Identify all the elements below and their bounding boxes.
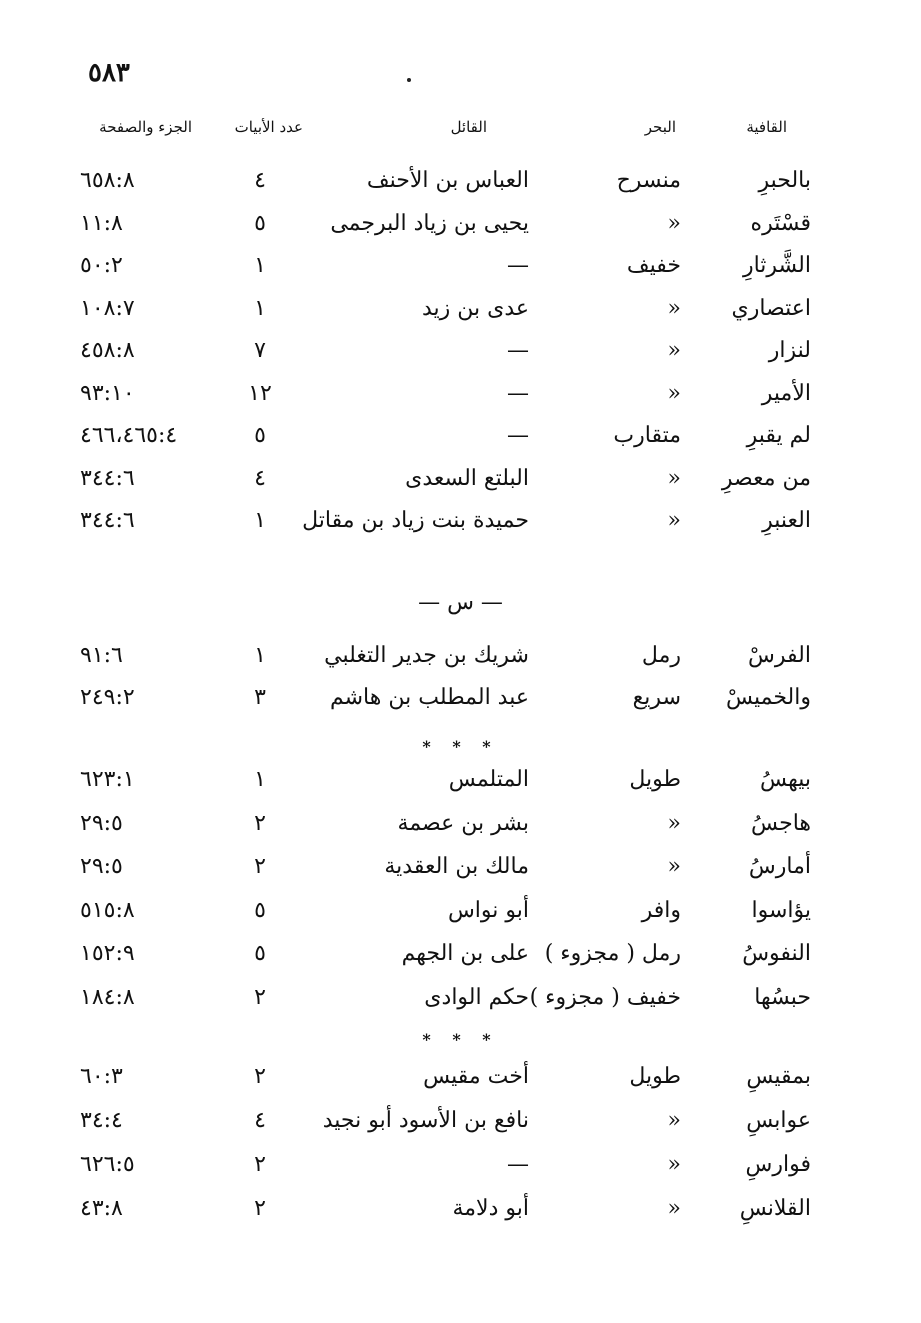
volume-page-cell: ٢٤٩:٢ bbox=[80, 685, 135, 710]
verse-count-cell: ٢ bbox=[254, 1064, 266, 1089]
meter-cell: « bbox=[667, 380, 681, 406]
verse-count-cell: ٤ bbox=[254, 168, 266, 193]
rhyme-cell: الأمير bbox=[761, 380, 811, 406]
poet-cell: على بن الجهم bbox=[401, 941, 529, 966]
verse-count-cell: ٢ bbox=[254, 1196, 266, 1221]
table-row bbox=[0, 466, 921, 506]
verse-count-cell: ٥ bbox=[254, 941, 266, 966]
table-row bbox=[0, 423, 921, 463]
rhyme-cell: بيهسُ bbox=[760, 767, 811, 792]
page-number: ٥٨٣ bbox=[88, 58, 130, 88]
rhyme-cell: والخميسْ bbox=[725, 685, 811, 710]
rhyme-cell: فوارسِ bbox=[745, 1152, 811, 1177]
table-row bbox=[0, 211, 921, 251]
volume-page-cell: ٩٣:١٠ bbox=[80, 380, 135, 406]
verse-count-cell: ٧ bbox=[254, 338, 266, 363]
table-row bbox=[0, 381, 921, 421]
section-divider-stars: * * * bbox=[422, 1030, 499, 1049]
rhyme-cell: يؤاسوا bbox=[751, 897, 811, 923]
poet-cell: المتلمس bbox=[448, 767, 529, 792]
volume-page-cell: ٩١:٦ bbox=[80, 643, 123, 668]
table-row bbox=[0, 941, 921, 981]
meter-cell: متقارب bbox=[613, 423, 681, 448]
table-row bbox=[0, 898, 921, 938]
volume-page-cell: ١٨٤:٨ bbox=[80, 984, 135, 1010]
rhyme-cell: أمارسُ bbox=[748, 854, 811, 879]
header-meter: البحر bbox=[644, 118, 676, 136]
volume-page-cell: ٥٠:٢ bbox=[80, 253, 123, 278]
verse-count-cell: ١ bbox=[254, 643, 266, 668]
poet-cell: — bbox=[507, 338, 529, 363]
meter-cell: منسرح bbox=[616, 168, 681, 193]
volume-page-cell: ٥١٥:٨ bbox=[80, 897, 135, 923]
table-row bbox=[0, 338, 921, 378]
print-dot bbox=[407, 78, 411, 82]
rhyme-cell: هاجسُ bbox=[751, 810, 811, 836]
table-row bbox=[0, 685, 921, 725]
section-letter-seen: — س — bbox=[418, 590, 503, 615]
header-volume-page: الجزء والصفحة bbox=[99, 118, 192, 136]
volume-page-cell: ٦٢٦:٥ bbox=[80, 1152, 135, 1177]
table-row bbox=[0, 643, 921, 683]
volume-page-cell: ٤٦٦،٤٦٥:٤ bbox=[80, 423, 178, 448]
verse-count-cell: ٢ bbox=[254, 1152, 266, 1177]
poet-cell: يحيى بن زياد البرجمى bbox=[330, 210, 529, 236]
meter-cell: « bbox=[667, 508, 681, 533]
volume-page-cell: ٦٢٣:١ bbox=[80, 767, 135, 792]
rhyme-cell: عوابسِ bbox=[746, 1108, 811, 1133]
rhyme-cell: لنزار bbox=[768, 338, 811, 363]
header-rhyme: القافية bbox=[746, 118, 787, 136]
verse-count-cell: ٤ bbox=[254, 465, 266, 491]
volume-page-cell: ١٠٨:٧ bbox=[80, 295, 135, 321]
rhyme-cell: القلانسِ bbox=[739, 1196, 811, 1221]
poet-cell: — bbox=[507, 423, 529, 448]
rhyme-cell: بالحبرِ bbox=[758, 168, 811, 193]
poet-cell: مالك بن العقدية bbox=[384, 854, 529, 879]
section-divider-stars: * * * bbox=[422, 737, 499, 756]
poet-cell: عدى بن زيد bbox=[421, 295, 529, 321]
meter-cell: « bbox=[667, 465, 681, 491]
table-row bbox=[0, 168, 921, 208]
verse-count-cell: ٣ bbox=[254, 685, 266, 710]
poet-cell: شريك بن جدير التغلبي bbox=[324, 643, 529, 668]
rhyme-cell: الشَّرثارِ bbox=[742, 253, 811, 278]
volume-page-cell: ٣٤:٤ bbox=[80, 1108, 123, 1133]
meter-cell: « bbox=[667, 854, 681, 879]
volume-page-cell: ٢٩:٥ bbox=[80, 854, 123, 879]
meter-cell: « bbox=[667, 338, 681, 363]
table-row bbox=[0, 985, 921, 1025]
verse-count-cell: ١ bbox=[254, 295, 266, 321]
table-row bbox=[0, 854, 921, 894]
meter-cell: « bbox=[667, 1152, 681, 1177]
volume-page-cell: ٤٥٨:٨ bbox=[80, 338, 135, 363]
meter-cell: طويل bbox=[629, 767, 681, 792]
poet-cell: بشر بن عصمة bbox=[397, 810, 529, 836]
rhyme-cell: العنبرِ bbox=[762, 508, 811, 533]
poet-cell: نافع بن الأسود أبو نجيد bbox=[322, 1108, 529, 1133]
volume-page-cell: ٦٠:٣ bbox=[80, 1064, 123, 1089]
verse-count-cell: ٥ bbox=[254, 423, 266, 448]
table-row bbox=[0, 767, 921, 807]
rhyme-cell: لم يقبرِ bbox=[746, 423, 811, 448]
meter-cell: « bbox=[667, 1196, 681, 1221]
verse-count-cell: ٢ bbox=[254, 810, 266, 836]
meter-cell: وافر bbox=[641, 897, 681, 923]
meter-cell: طويل bbox=[629, 1064, 681, 1089]
poet-cell: — bbox=[507, 1152, 529, 1177]
header-poet: القائل bbox=[450, 118, 487, 136]
table-row bbox=[0, 1108, 921, 1148]
verse-count-cell: ٢ bbox=[254, 984, 266, 1010]
volume-page-cell: ٣٤٤:٦ bbox=[80, 508, 135, 533]
volume-page-cell: ١١:٨ bbox=[80, 210, 123, 236]
verse-count-cell: ٢ bbox=[254, 854, 266, 879]
poet-cell: البلتع السعدى bbox=[405, 465, 529, 491]
verse-count-cell: ٤ bbox=[254, 1108, 266, 1133]
verse-count-cell: ١ bbox=[254, 253, 266, 278]
meter-cell: « bbox=[667, 810, 681, 836]
table-row bbox=[0, 1152, 921, 1192]
column-headers bbox=[0, 118, 921, 144]
volume-page-cell: ٦٥٨:٨ bbox=[80, 168, 135, 193]
rhyme-cell: الفرسْ bbox=[748, 643, 811, 668]
table-row bbox=[0, 508, 921, 548]
meter-cell: « bbox=[667, 295, 681, 321]
verse-count-cell: ١ bbox=[254, 508, 266, 533]
verse-count-cell: ١ bbox=[254, 767, 266, 792]
rhyme-cell: النفوسُ bbox=[742, 941, 811, 966]
poet-cell: أبو نواس bbox=[447, 897, 529, 923]
table-row bbox=[0, 1196, 921, 1236]
poet-cell: العباس بن الأحنف bbox=[366, 168, 529, 193]
poet-cell: حميدة بنت زياد بن مقاتل bbox=[302, 508, 529, 533]
table-row bbox=[0, 296, 921, 336]
table-row bbox=[0, 1064, 921, 1104]
poet-cell: — bbox=[507, 380, 529, 406]
meter-cell: خفيف ( مجزوء ) bbox=[529, 984, 681, 1010]
meter-cell: رمل ( مجزوء ) bbox=[544, 941, 681, 966]
volume-page-cell: ١٥٢:٩ bbox=[80, 941, 135, 966]
volume-page-cell: ٤٣:٨ bbox=[80, 1196, 123, 1221]
volume-page-cell: ٣٤٤:٦ bbox=[80, 465, 135, 491]
rhyme-cell: قسْتَره bbox=[750, 210, 811, 236]
poet-cell: أبو دلامة bbox=[452, 1196, 529, 1221]
table-row bbox=[0, 811, 921, 851]
verse-count-cell: ١٢ bbox=[248, 380, 272, 406]
meter-cell: « bbox=[667, 210, 681, 236]
rhyme-cell: حبسُها bbox=[754, 984, 811, 1010]
poet-cell: أخت مقيس bbox=[423, 1064, 529, 1089]
poet-cell: عبد المطلب بن هاشم bbox=[329, 685, 529, 710]
header-verse-count: عدد الأبيات bbox=[234, 118, 303, 136]
meter-cell: سريع bbox=[632, 685, 681, 710]
rhyme-cell: اعتصاري bbox=[731, 295, 811, 321]
poet-cell: حكم الوادى bbox=[424, 984, 529, 1010]
volume-page-cell: ٢٩:٥ bbox=[80, 810, 123, 836]
table-row bbox=[0, 253, 921, 293]
meter-cell: خفيف bbox=[626, 253, 681, 278]
verse-count-cell: ٥ bbox=[254, 897, 266, 923]
verse-count-cell: ٥ bbox=[254, 210, 266, 236]
rhyme-cell: بمقيسِ bbox=[746, 1064, 811, 1089]
meter-cell: « bbox=[667, 1108, 681, 1133]
poet-cell: — bbox=[507, 253, 529, 278]
rhyme-cell: من معصرِ bbox=[721, 465, 811, 491]
meter-cell: رمل bbox=[641, 643, 681, 668]
